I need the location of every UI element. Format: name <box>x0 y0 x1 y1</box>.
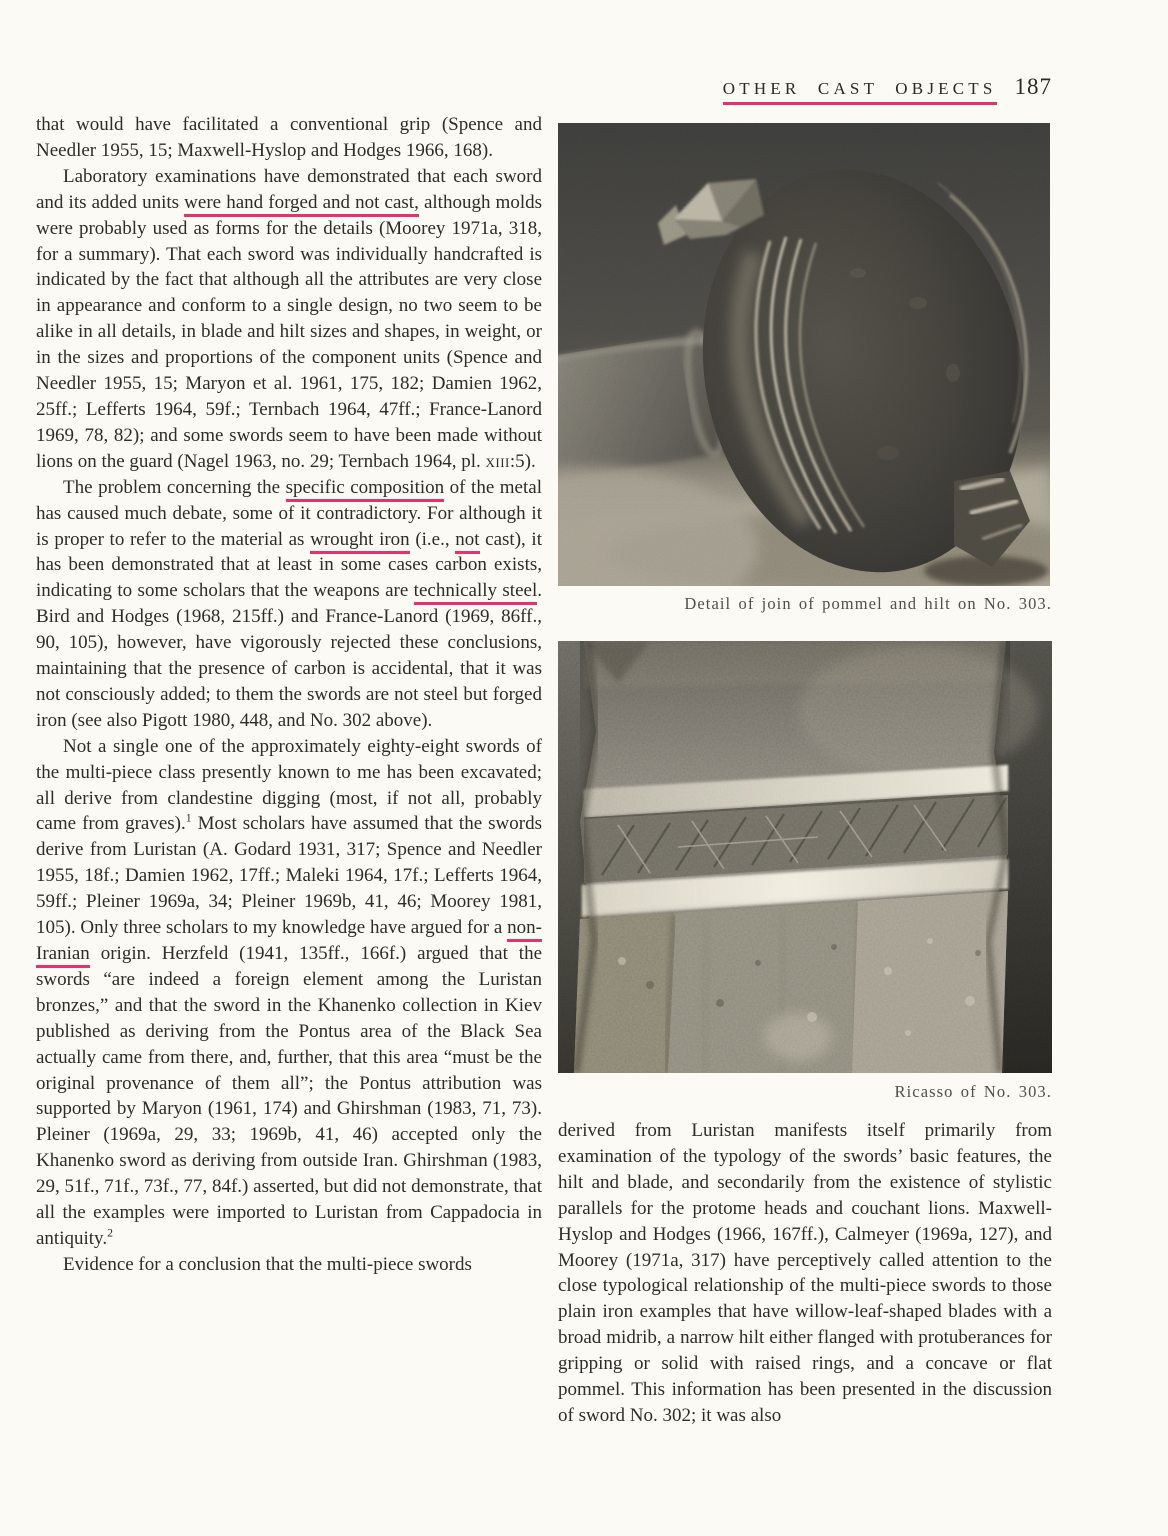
paragraph <box>36 1252 542 1278</box>
page-number: 187 <box>1014 74 1052 99</box>
figure-caption: Ricasso of No. 303. <box>894 1082 1052 1101</box>
left-text-column <box>36 112 542 1504</box>
text-segment: that would have facilitated a conventional grip (Spence and Needler 1955, 15; Maxwell-Hyslop and Hodges 1966, 168). <box>36 114 542 161</box>
pink-underlined-text: wrought iron <box>310 529 410 554</box>
film-grain <box>558 123 1050 586</box>
paragraph <box>558 1118 1052 1429</box>
text-segment: (i.e., <box>409 528 456 550</box>
text-segment: xiii <box>485 450 510 472</box>
paragraph <box>36 112 542 164</box>
pink-underlined-text: specific composition <box>286 477 445 502</box>
paragraph <box>36 475 542 734</box>
text-segment: Evidence for a conclusion that the multi-piece swords <box>63 1253 472 1275</box>
paragraph <box>36 164 542 475</box>
text-segment: origin. Herzfeld (1941, 135ff., 166f.) argued that the swords “are indeed a foreign element among the Luristan bronzes,” and that the sword in the Khanenko collection in Kiev published as deriving from the Pontus area of the Black Sea actually came from there, and, further, that this area “must be the original provenance of them all”; the Pontus attribution was supported by Maryon (1961, 174) and Ghirshman (1983, 71, 73). Pleiner (1969a, 29, 33; 1969b, 41, 46) accepted only the Khanenko sword as deriving from outside Iran. Ghirshman (1983, 29, 51f., 71f., 73f., 77, 84f.) asserted, but did not demonstrate, that all the examples were imported to Luristan from Cappadocia in antiquity. <box>36 943 542 1249</box>
footnote-marker: 2 <box>107 1226 113 1240</box>
figure-caption: Detail of join of pommel and hilt on No. 303. <box>684 594 1052 613</box>
text-segment: Laboratory examinations have demonstrated that each sword and its added units <box>36 165 542 213</box>
text-segment: . Bird and Hodges (1968, 215ff.) and France-Lanord (1969, 86ff., 90, 105), however, have vigorously rejected these conclusions, maintaining that the presence of carbon is accidental, that it was not consciously added; to them the swords are not steel but forged iron (see also Pigott 1980, 448, and No. 302 above). <box>36 580 542 731</box>
text-segment: Not a single one of the approximately eighty-eight swords of the multi-piece class presently known to me has been excavated; all derive from clandestine digging (most, if not all, probably came from graves). <box>36 735 542 835</box>
film-grain <box>558 641 1052 1073</box>
pink-underlined-text: technically steel <box>414 580 538 605</box>
pink-underlined-text: not <box>455 529 479 554</box>
text-segment: :5). <box>509 450 536 472</box>
ricasso-photo-art <box>558 641 1052 1073</box>
paragraph <box>36 734 542 1252</box>
text-segment: Most scholars have assumed that the swords derive from Luristan (A. Godard 1931, 317; Spence and Needler 1955, 18f.; Damien 1962, 17ff.; Maleki 1964, 17f.; Lefferts 1964, 59ff.; Pleiner 1969a, 34; Pleiner 1969b, 41, 46; Moorey 1981, 105). Only three scholars to my knowledge have argued for a <box>36 813 542 939</box>
text-segment: The problem concerning the <box>63 476 286 498</box>
right-text-column <box>558 1118 1052 1490</box>
section-title: OTHER CAST OBJECTS <box>723 79 997 105</box>
text-segment: of the metal has caused much debate, some of it contradictory. For although it is proper to refer to the material as <box>36 476 542 550</box>
ricasso-photo <box>558 641 1052 1073</box>
pink-underlined-text: were hand forged and not cast, <box>184 192 419 217</box>
pink-underlined-text: non-Iranian <box>36 917 542 968</box>
text-segment: although molds were probably used as forms for the details (Moorey 1971a, 318, for a summary). That each sword was individually handcrafted is indicated by the fact that although all the attributes are very close in appearance and conform to a single design, no two seem to be alike in all details, in blade and hilt sizes and shapes, in weight, or in the sizes and proportions of the component units (Spence and Needler 1955, 15; Maryon et al. 1961, 175, 182; Damien 1962, 25ff.; Lefferts 1964, 59f.; Ternbach 1964, 47ff.; France-Lanord 1969, 78, 82); and some swords seem to have been made without lions on the guard (Nagel 1963, no. 29; Ternbach 1964, pl. <box>36 191 542 472</box>
footnote-marker: 1 <box>185 812 192 826</box>
pommel-hilt-photo <box>558 123 1050 586</box>
text-segment: cast), it has been demonstrated that at least in some cases carbon exists, indicating to some scholars that the weapons are <box>36 528 542 602</box>
pommel-hilt-photo-art <box>558 123 1050 586</box>
text-segment: derived from Luristan manifests itself primarily from examination of the typology of the swords’ basic features, the hilt and blade, and secondarily from the existence of stylistic parallels for the protome heads and couchant lions. Maxwell-Hyslop and Hodges (1966, 167ff.), Calmeyer (1969a, 127), and Moorey (1971a, 317) have perceptively called attention to the close typological relationship of the multi-piece swords to those plain iron examples that have willow-leaf-shaped blades with a broad midrib, a narrow hilt either flanged with protuberances for gripping or solid with raised rings, and a concave or flat pommel. This information has been presented in the discussion of sword No. 302; it was also <box>558 1120 1052 1426</box>
running-header <box>558 74 1052 105</box>
